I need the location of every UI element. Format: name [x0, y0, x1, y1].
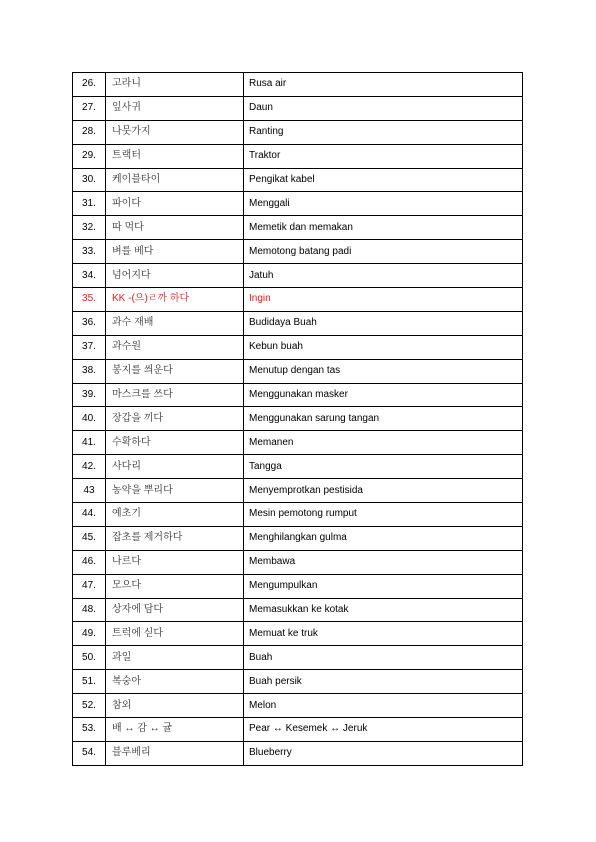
table-row — [73, 168, 523, 192]
row-number: 32. — [73, 216, 106, 240]
korean-term: 모으다 — [106, 574, 244, 598]
korean-term: 고라니 — [106, 73, 244, 97]
table-row — [73, 192, 523, 216]
table-row — [73, 311, 523, 335]
indonesian-translation: Mengumpulkan — [244, 574, 523, 598]
table-row — [73, 503, 523, 527]
indonesian-translation: Pengikat kabel — [244, 168, 523, 192]
table-row — [73, 455, 523, 479]
row-number: 53. — [73, 718, 106, 742]
row-number: 31. — [73, 192, 106, 216]
row-number: 34. — [73, 264, 106, 288]
row-number: 51. — [73, 670, 106, 694]
korean-term: 나르다 — [106, 550, 244, 574]
table-row — [73, 288, 523, 312]
table-row — [73, 646, 523, 670]
row-number: 47. — [73, 574, 106, 598]
indonesian-translation: Menghilangkan gulma — [244, 526, 523, 550]
table-row — [73, 741, 523, 765]
korean-term: 예초기 — [106, 503, 244, 527]
vocabulary-table-body — [73, 73, 523, 766]
table-row — [73, 574, 523, 598]
indonesian-translation: Memotong batang padi — [244, 240, 523, 264]
table-row — [73, 359, 523, 383]
korean-term: 잎사귀 — [106, 96, 244, 120]
indonesian-translation: Memasukkan ke kotak — [244, 598, 523, 622]
table-row — [73, 526, 523, 550]
table-row — [73, 240, 523, 264]
korean-term: KK -(으)ㄹ까 하다 — [106, 288, 244, 312]
korean-term: 블루베리 — [106, 741, 244, 765]
row-number: 54. — [73, 741, 106, 765]
korean-term: 케이블타이 — [106, 168, 244, 192]
row-number: 28. — [73, 120, 106, 144]
indonesian-translation: Blueberry — [244, 741, 523, 765]
table-row — [73, 216, 523, 240]
row-number: 40. — [73, 407, 106, 431]
indonesian-translation: Melon — [244, 694, 523, 718]
indonesian-translation: Pear ↔ Kesemek ↔ Jeruk — [244, 718, 523, 742]
indonesian-translation: Memetik dan memakan — [244, 216, 523, 240]
vocabulary-table — [72, 72, 523, 766]
indonesian-translation: Menggunakan sarung tangan — [244, 407, 523, 431]
korean-term: 과수 재배 — [106, 311, 244, 335]
row-number: 33. — [73, 240, 106, 264]
table-row — [73, 598, 523, 622]
table-row — [73, 718, 523, 742]
row-number: 35. — [73, 288, 106, 312]
row-number: 44. — [73, 503, 106, 527]
row-number: 41. — [73, 431, 106, 455]
korean-term: 과일 — [106, 646, 244, 670]
row-number: 27. — [73, 96, 106, 120]
row-number: 26. — [73, 73, 106, 97]
korean-term: 배 ↔ 감 ↔ 귤 — [106, 718, 244, 742]
korean-term: 잡초를 제거하다 — [106, 526, 244, 550]
table-row — [73, 694, 523, 718]
indonesian-translation: Buah — [244, 646, 523, 670]
korean-term: 트럭에 싣다 — [106, 622, 244, 646]
korean-term: 장갑을 끼다 — [106, 407, 244, 431]
table-row — [73, 144, 523, 168]
indonesian-translation: Ranting — [244, 120, 523, 144]
row-number: 45. — [73, 526, 106, 550]
row-number: 37. — [73, 335, 106, 359]
korean-term: 나뭇가지 — [106, 120, 244, 144]
indonesian-translation: Ingin — [244, 288, 523, 312]
korean-term: 과수원 — [106, 335, 244, 359]
table-row — [73, 550, 523, 574]
indonesian-translation: Menggunakan masker — [244, 383, 523, 407]
korean-term: 트랙터 — [106, 144, 244, 168]
indonesian-translation: Mesin pemotong rumput — [244, 503, 523, 527]
row-number: 43 — [73, 479, 106, 503]
table-row — [73, 73, 523, 97]
indonesian-translation: Daun — [244, 96, 523, 120]
row-number: 48. — [73, 598, 106, 622]
table-row — [73, 96, 523, 120]
indonesian-translation: Kebun buah — [244, 335, 523, 359]
table-row — [73, 431, 523, 455]
row-number: 38. — [73, 359, 106, 383]
table-row — [73, 335, 523, 359]
indonesian-translation: Menggali — [244, 192, 523, 216]
table-row — [73, 264, 523, 288]
korean-term: 봉지를 씌운다 — [106, 359, 244, 383]
indonesian-translation: Buah persik — [244, 670, 523, 694]
indonesian-translation: Traktor — [244, 144, 523, 168]
korean-term: 복숭아 — [106, 670, 244, 694]
korean-term: 농약을 뿌리다 — [106, 479, 244, 503]
row-number: 42. — [73, 455, 106, 479]
korean-term: 수확하다 — [106, 431, 244, 455]
korean-term: 파이다 — [106, 192, 244, 216]
row-number: 30. — [73, 168, 106, 192]
korean-term: 벼를 베다 — [106, 240, 244, 264]
indonesian-translation: Memanen — [244, 431, 523, 455]
indonesian-translation: Rusa air — [244, 73, 523, 97]
indonesian-translation: Jatuh — [244, 264, 523, 288]
korean-term: 넘어지다 — [106, 264, 244, 288]
row-number: 49. — [73, 622, 106, 646]
row-number: 29. — [73, 144, 106, 168]
table-row — [73, 383, 523, 407]
row-number: 52. — [73, 694, 106, 718]
korean-term: 따 먹다 — [106, 216, 244, 240]
table-row — [73, 670, 523, 694]
table-row — [73, 479, 523, 503]
korean-term: 상자에 담다 — [106, 598, 244, 622]
indonesian-translation: Membawa — [244, 550, 523, 574]
table-row — [73, 407, 523, 431]
table-row — [73, 120, 523, 144]
row-number: 36. — [73, 311, 106, 335]
korean-term: 참외 — [106, 694, 244, 718]
row-number: 50. — [73, 646, 106, 670]
indonesian-translation: Menutup dengan tas — [244, 359, 523, 383]
row-number: 46. — [73, 550, 106, 574]
table-row — [73, 622, 523, 646]
row-number: 39. — [73, 383, 106, 407]
indonesian-translation: Tangga — [244, 455, 523, 479]
indonesian-translation: Menyemprotkan pestisida — [244, 479, 523, 503]
korean-term: 사다리 — [106, 455, 244, 479]
korean-term: 마스크를 쓰다 — [106, 383, 244, 407]
indonesian-translation: Budidaya Buah — [244, 311, 523, 335]
indonesian-translation: Memuat ke truk — [244, 622, 523, 646]
